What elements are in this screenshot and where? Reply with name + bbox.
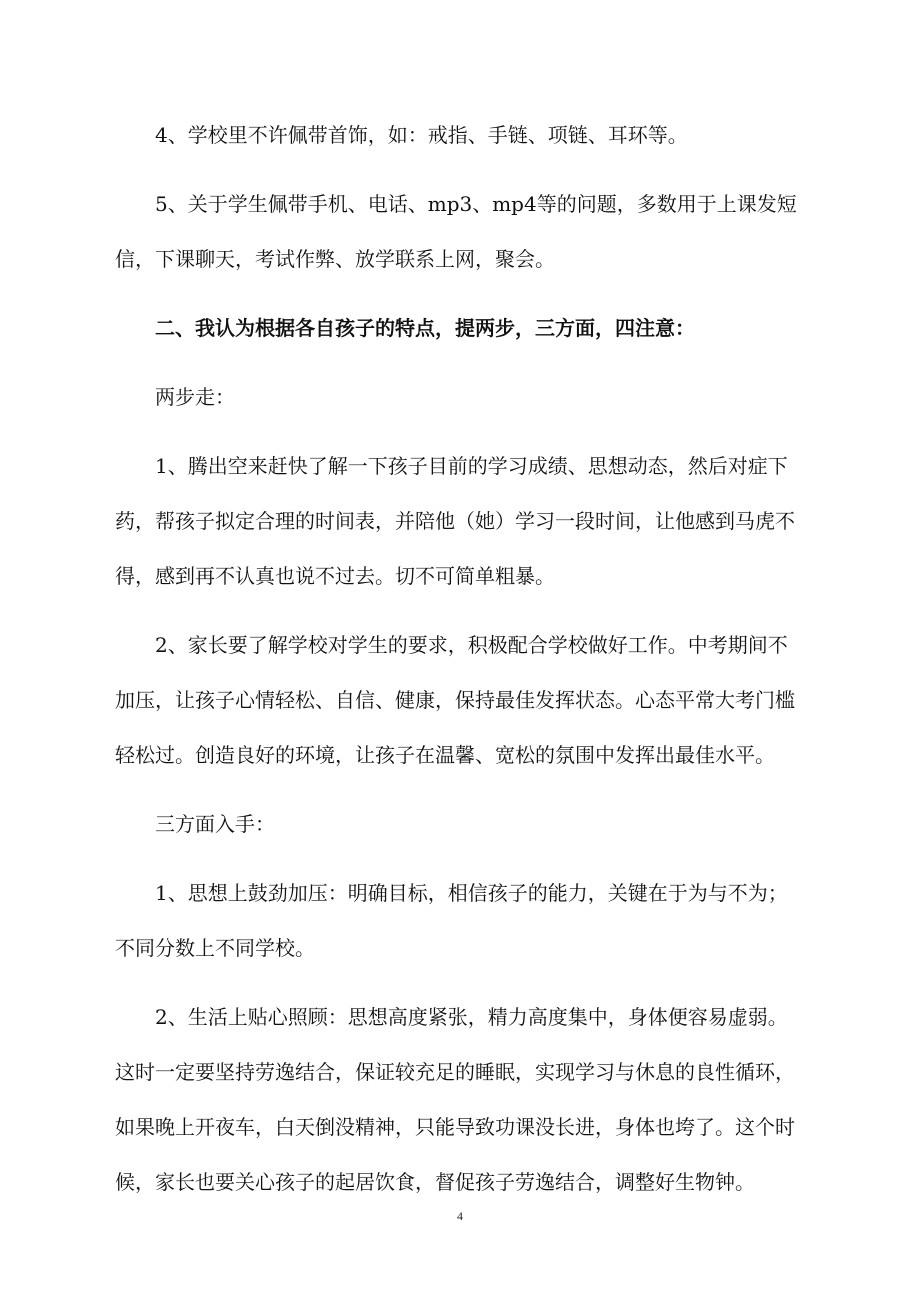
- paragraph-item-5-phones: 5、关于学生佩带手机、电话、mp3、mp4等的问题，多数用于上课发短信，下课聊天，考试作弊、放学联系上网，聚会。: [115, 192, 797, 271]
- paragraph-item-4: 4、学校里不许佩带首饰，如：戒指、手链、项链、耳环等。: [155, 123, 688, 147]
- paragraph-aspect-2: 2、生活上贴心照顾：思想高度紧张，精力高度集中，身体便容易虚弱。这时一定要坚持劳逸结合，保证较充足的睡眠，实现学习与休息的良性循环，如果晚上开夜车，白天倒没精神，只能导致功课没长进，身体也垮了。这个时候，家长也要关心孩子的起居饮食，督促孩子劳逸结合，调整好生物钟。: [115, 1005, 795, 1194]
- document-body: [115, 108, 805, 1224]
- subheading-three-aspects: 三方面入手：: [155, 812, 275, 836]
- page-number: 4: [457, 1209, 463, 1223]
- paragraph-aspect-1: 1、思想上鼓劲加压：明确目标，相信孩子的能力，关键在于为与不为；不同分数上不同学校。: [115, 881, 788, 960]
- subheading-two-steps: 两步走：: [155, 385, 235, 409]
- section-heading-two: 二、我认为根据各自孩子的特点，提两步，三方面，四注意：: [155, 316, 695, 340]
- paragraph-step-1: 1、腾出空来赶快了解一下孩子目前的学习成绩、思想动态，然后对症下药，帮孩子拟定合理的时间表，并陪他（她）学习一段时间，让他感到马虎不得，感到再不认真也说不过去。切不可简单粗暴。: [115, 454, 795, 588]
- paragraph-step-2: 2、家长要了解学校对学生的要求，积极配合学校做好工作。中考期间不加压，让孩子心情轻松、自信、健康，保持最佳发挥状态。心态平常大考门槛轻松过。创造良好的环境，让孩子在温馨、宽松的氛围中发挥出最佳水平。: [115, 633, 795, 767]
